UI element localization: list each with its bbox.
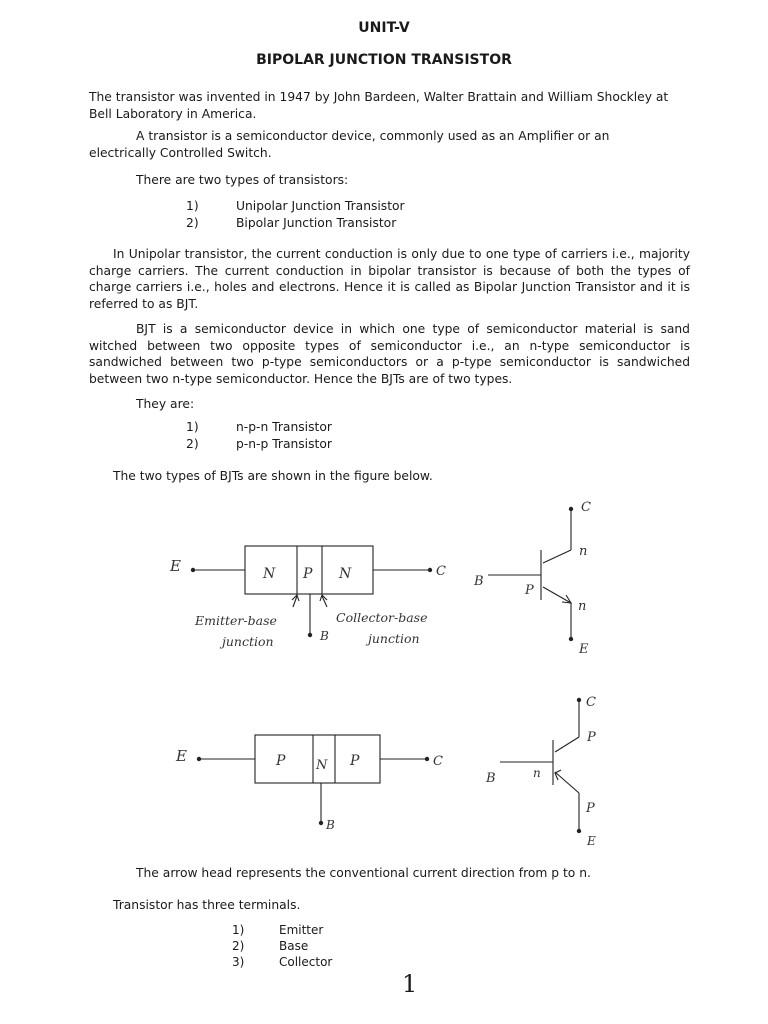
list-number: 3) <box>232 955 245 969</box>
list-label: Collector <box>279 955 333 969</box>
npn-collector-label: C <box>436 564 446 579</box>
they-are-label: They are: <box>136 397 195 411</box>
types-intro: There are two types of transistors: <box>136 173 349 187</box>
npn-sym-emitter-arm <box>543 587 571 603</box>
list-number: 2) <box>232 939 245 953</box>
pnp-region-2: N <box>316 758 328 773</box>
pnp-sym-emitter-label: E <box>587 834 596 848</box>
pnp-sym-emitter-arm <box>555 772 579 793</box>
page-title: BIPOLAR JUNCTION TRANSISTOR <box>256 52 512 68</box>
pnp-base-label: B <box>326 818 335 832</box>
list-number: 1) <box>186 199 199 213</box>
npn-sym-n1-label: n <box>579 544 588 559</box>
pnp-collector-terminal <box>425 757 429 761</box>
list-number: 2) <box>186 215 199 230</box>
pnp-base-terminal <box>319 821 323 825</box>
list-item <box>186 198 405 215</box>
list-label: n-p-n Transistor <box>236 420 332 434</box>
pnp-emitter-terminal <box>197 757 201 761</box>
arrow-note: The arrow head represents the conventional current direction from p to n. <box>136 866 591 880</box>
npn-sym-emitter-terminal <box>569 637 573 641</box>
npn-emitter-label: E <box>170 557 181 575</box>
pnp-region-3: P <box>350 753 360 769</box>
definition-paragraph: A transistor is a semiconductor device, commonly used as an Amplifier or an electrically Controlled Switch. <box>89 129 610 160</box>
npn-sym-n2-label: n <box>578 599 587 614</box>
list-item <box>186 419 332 436</box>
list-label: Base <box>279 939 309 953</box>
pnp-block-diagram <box>175 735 443 832</box>
pnp-sym-collector-terminal <box>577 698 581 702</box>
figure-intro: The two types of BJTs are shown in the figure below. <box>113 469 433 483</box>
list-label: Emitter <box>279 923 324 937</box>
npn-base-label: B <box>320 629 329 643</box>
page-number: 1 <box>402 970 418 998</box>
npn-block-diagram <box>169 546 446 649</box>
pnp-region-1: P <box>276 753 286 769</box>
terminals-list <box>232 922 332 970</box>
intro-paragraph: The transistor was invented in 1947 by John Bardeen, Walter Brattain and William Shockley at Bell Laboratory in America. <box>89 90 669 121</box>
npn-sym-emitter-label: E <box>579 642 589 657</box>
unipolar-paragraph: In Unipolar transistor, the current conduction is only due to one type of carriers i.e., majority charge carriers. The current conduction in bipolar transistor is because of both the types of charge carriers i.e., holes and electrons. Hence it is called as Bipolar Junction Transistor and it is referred to as BJT. <box>89 247 690 311</box>
cb-junction-label-2: junction <box>368 631 420 646</box>
eb-junction-label-1: Emitter-base <box>195 613 277 628</box>
pnp-collector-label: C <box>433 754 443 769</box>
pnp-sym-p2-label: P <box>586 801 595 816</box>
npn-sym-p-label: P <box>525 583 534 598</box>
pnp-emitter-label: E <box>176 747 187 765</box>
bjt-figure <box>0 490 768 860</box>
unit-heading: UNIT-V <box>358 20 410 36</box>
list-number: 1) <box>232 923 245 937</box>
cb-junction-label-1: Collector-base <box>336 610 428 625</box>
pnp-sym-collector-label: C <box>586 695 596 710</box>
npn-sym-base-label: B <box>474 574 484 589</box>
list-label: p-n-p Transistor <box>236 436 332 451</box>
list-label: Bipolar Junction Transistor <box>236 215 397 230</box>
list-item <box>232 922 332 938</box>
pnp-symbol <box>485 695 596 848</box>
pnp-sym-collector-arm <box>555 737 579 752</box>
npn-sym-collector-label: C <box>581 500 591 515</box>
npn-region-1: N <box>263 566 276 582</box>
list-item <box>186 436 332 453</box>
terminals-intro: Transistor has three terminals. <box>113 898 301 912</box>
pnp-sym-n-label: n <box>533 766 541 780</box>
npn-sym-collector-terminal <box>569 507 573 511</box>
npn-base-terminal <box>308 633 312 637</box>
list-number: 1) <box>186 420 199 434</box>
types-list <box>186 198 405 231</box>
npn-region-3: N <box>339 566 352 582</box>
pnp-sym-base-label: B <box>486 771 496 786</box>
list-number: 2) <box>186 436 199 451</box>
list-item <box>232 954 332 970</box>
list-label: Unipolar Junction Transistor <box>236 199 405 213</box>
pnp-sym-emitter-terminal <box>577 829 581 833</box>
pnp-sym-p1-label: P <box>587 730 596 745</box>
npn-collector-terminal <box>428 568 432 572</box>
npn-symbol <box>473 500 591 657</box>
bjt-paragraph: BJT is a semiconductor device in which one type of semiconductor material is sand witched between two opposite types of semiconductor i.e., an n-type semiconductor is sandwiched between two p-type semiconductors or a p-type semiconductor is sandwiched between two n-type semiconductor. Hence the BJTs are of two types. <box>89 322 690 386</box>
list-item <box>232 938 332 954</box>
list-item <box>186 215 405 232</box>
bjt-types-list <box>186 419 332 452</box>
eb-junction-label-2: junction <box>222 634 274 649</box>
npn-sym-collector-arm <box>543 550 571 563</box>
npn-region-2: P <box>303 566 313 582</box>
npn-emitter-terminal <box>191 568 195 572</box>
